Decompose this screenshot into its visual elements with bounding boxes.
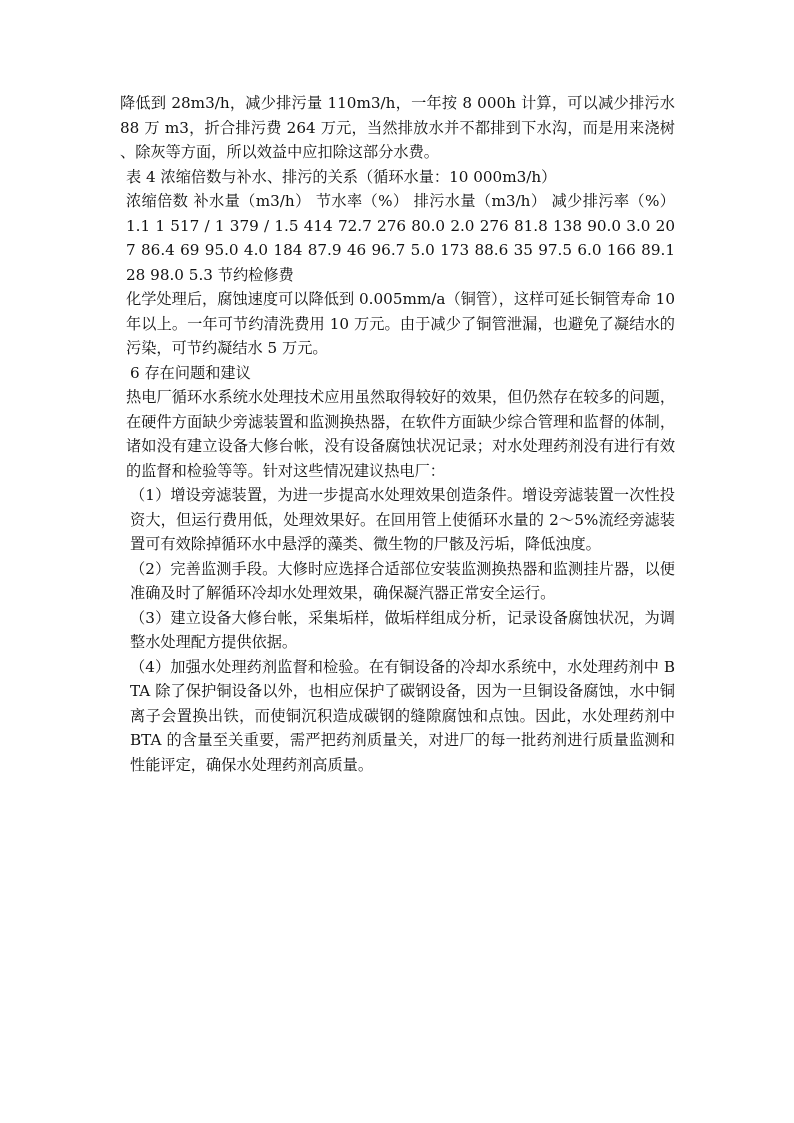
section-heading: 6 存在问题和建议 [130, 363, 251, 382]
table-caption: 表 4 浓缩倍数与补水、排污的关系（循环水量：10 000m3/h） [126, 167, 557, 186]
document-page [120, 91, 675, 777]
suggestion-4: （4）加强水处理药剂监督和检验。在有铜设备的冷却水系统中，水处理药剂中 BTA 除了保护铜设备以外，也相应保护了碳钢设备，因为一旦铜设备腐蚀，水中铜离子会置换出铁，而使铜沉积造成碳钢的缝隙腐蚀和点蚀。因此，水处理药剂中 BTA 的含量至关重要，需严把药剂质量关，对进厂的每一批药剂进行质量监测和性能评定，确保水处理药剂高质量。 [130, 657, 675, 774]
paragraph-problems: 热电厂循环水系统水处理技术应用虽然取得较好的效果，但仍然存在较多的问题，在硬件方面缺少旁滤装置和监测换热器，在软件方面缺少综合管理和监督的体制，诸如没有建立设备大修台帐，没有设备腐蚀状况记录；对水处理药剂没有进行有效的监督和检验等等。针对这些情况建议热电厂： [126, 388, 675, 480]
paragraph-chemical-treatment: 化学处理后，腐蚀速度可以降低到 0.005mm/a（铜管），这样可延长铜管寿命 10 年以上。一年可节约清洗费用 10 万元。由于减少了铜管泄漏，也避免了凝结水的污染，可节约凝结水 5 万元。 [126, 290, 675, 357]
table-flattened-text: 浓缩倍数 补水量（m3/h） 节水率（%） 排污水量（m3/h） 减少排污率（%） 1.1 1 517 / 1 379 / 1.5 414 72.7 276 80.0 2.0 276 81.8 138 90.0 3.0 207 86.4 69 95.0 4.0 184 87.9 46 96.7 5.0 173 88.6 35 97.5 6.0 166 89.1 28 98.0 5.3 节约检修费 [126, 192, 675, 284]
paragraph-savings: 降低到 28m3/h，减少排污量 110m3/h，一年按 8 000h 计算，可以减少排污水 88 万 m3，折合排污费 264 万元，当然排放水并不都排到下水沟，而是用来浇树、除灰等方面，所以效益中应扣除这部分水费。 [120, 94, 675, 161]
suggestion-1: （1）增设旁滤装置，为进一步提高水处理效果创造条件。增设旁滤装置一次性投资大，但运行费用低，处理效果好。在回用管上使循环水量的 2～5%流经旁滤装置可有效除掉循环水中悬浮的藻类、微生物的尸骸及污垢，降低浊度。 [130, 486, 675, 553]
suggestion-2: （2）完善监测手段。大修时应选择合适部位安装监测换热器和监测挂片器，以便准确及时了解循环冷却水处理效果，确保凝汽器正常安全运行。 [130, 559, 675, 602]
suggestion-3: （3）建立设备大修台帐，采集垢样，做垢样组成分析，记录设备腐蚀状况，为调整水处理配方提供依据。 [130, 608, 675, 651]
